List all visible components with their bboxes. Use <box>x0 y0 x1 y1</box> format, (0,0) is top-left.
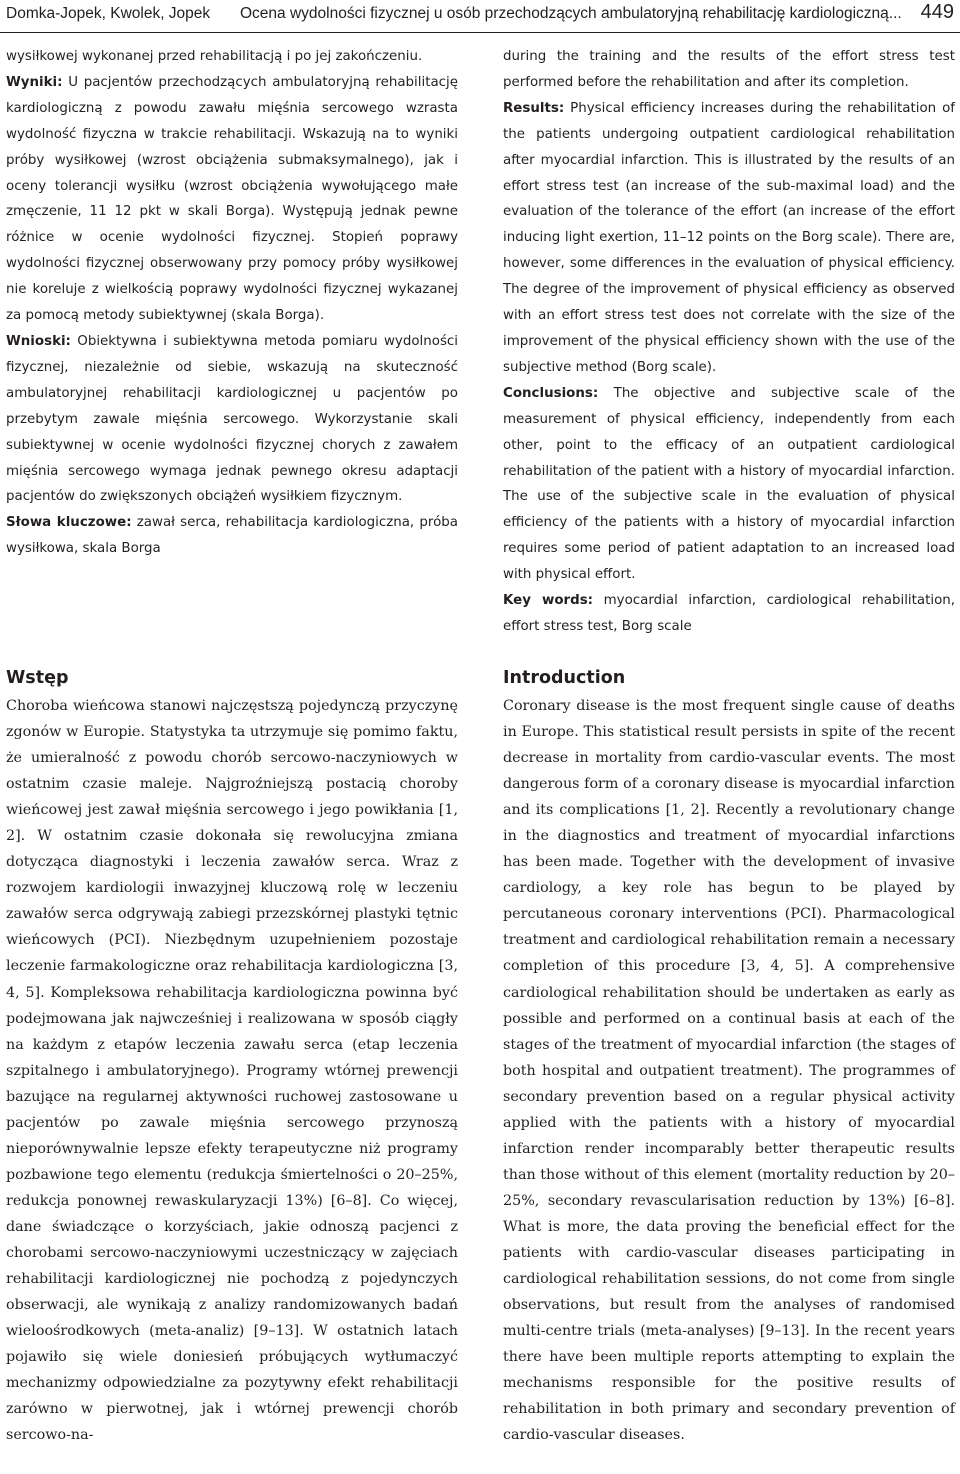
pl-conclusions-text: Obiektywna i subiektywna metoda pomiaru wydolności fizycznej, niezależnie od siebie, wskazują na skuteczność ambulatoryjnej rehabilitacji kardiologicznej u pacjentów po przebytym zawale mięśnia sercowego. Wykorzystanie skali subiektywnej w ocenie wydolności fizycznej chorych z zawałem mięśnia sercowego wymaga jednak pewnego okresu adaptacji pacjentów do zwiększonych obciążeń wysiłkiem fizycznym. <box>6 333 459 505</box>
pl-keywords-text: zawał serca, rehabilitacja kardiologiczna, próba wysiłkowa, skala Borga <box>6 515 458 557</box>
english-abstract <box>503 44 955 640</box>
pl-introduction-text: Choroba wieńcowa stanowi najczęstszą pojedynczą przyczynę zgonów w Europie. Statystyka ta utrzymuje się pomimo faktu, że umieralność z powodu chorób sercowo-naczyniowych w ostatnim czasie maleje. Najgroźniejszą postacią choroby wieńcowej jest zawał mięśnia sercowego i jego powikłania [1, 2]. W ostatnim czasie dokonała się rewolucyjna zmiana dotycząca diagnostyki i leczenia zawałów serca. Wraz z rozwojem kardiologii inwazyjnej kluczową rolę w leczeniu zawałów serca odgrywają zabiegi przezskórnej plastyki tętnic wieńcowych (PCI). Niezbędnym uzupełnieniem pozostaje leczenie farmakologiczne oraz rehabilitacja kardiologiczna [3, 4, 5]. Kompleksowa rehabilitacja kardiologiczna powinna być podejmowana jak najwcześniej i realizowana w sposób ciągły na każdym z etapów leczenia zawału serca (etap leczenia szpitalnego i ambulatoryjnego). Programy wtórnej prewencji bazujące na regularnej aktywności ruchowej zastosowane u pacjentów po zawale mięśnia sercowego przynoszą nieporównywalnie lepsze efekty terapeutyczne niż programy pozbawione tego elementu (redukcja śmiertelności o 20–25%, redukcja ponownej rewaskularyzacji 13%) [6–8]. Co więcej, dane świadczące o korzyściach, jakie odnoszą pacjenci z chorobami sercowo-naczyniowymi uczestniczący w zajęciach rehabilitacji kardiologicznej nie pochodzą z pojedynczych obserwacji, ale wynikają z analizy randomizowanych badań wieloośrodkowych (meta-analiz) [9–13]. W ostatnich latach pojawiło się wiele doniesień próbujących wytłumaczyć mechanizmy odpowiedzialne za pozytywny efekt rehabilitacji zarówno w pierwotnej, jak i wtórnej prewencji chorób sercowo-na- <box>6 698 458 1444</box>
section-heading-wstep: Wstęp <box>6 668 69 688</box>
english-introduction <box>503 666 955 1448</box>
pl-abstract-keywords <box>6 510 458 562</box>
en-abstract-conclusions <box>503 381 955 588</box>
pl-keywords-label: Słowa kluczowe: <box>6 515 132 531</box>
pl-results-text: U pacjentów przechodzących ambulatoryjną rehabilitację kardiologiczną z powodu zawału mięśnia sercowego wzrasta wydolność fizyczna w trakcie rehabilitacji. Wskazują na to wyniki próby wysiłkowej (wzrost obciążenia submaksymalnego), jak i oceny tolerancji wysiłku (wzrost obciążenia wywołującego małe zmęczenie, 11 12 pkt w skali Borga). Występują jednak pewne różnice w ocenie wydolności fizycznej. Stopień poprawy wydolności fizycznej obserwowany przy pomocy próby wysiłkowej nie koreluje z wielkością poprawy wydolności fizycznej wykazanej za pomocą metody subiektywnej (skala Borga). <box>6 74 458 324</box>
page-number: 449 <box>920 1 954 23</box>
section-heading-introduction: Introduction <box>503 668 626 688</box>
en-introduction-text: Coronary disease is the most frequent single cause of deaths in Europe. This statistical result persists in spite of the recent decrease in mortality from cardio-vascular events. The most dangerous form of a coronary disease is myocardial infarction and its complications [1, 2]. Recently a revolutionary change in the diagnostics and treatment of myocardial infarctions has been made. Together with the development of invasive cardiology, a key role has begun to be played by percutaneous coronary interventions (PCI). Pharmacological treatment and cardiological rehabilitation remain a necessary completion of this procedure [3, 4, 5]. A comprehensive cardiological rehabilitation should be undertaken as early as possible and performed on a continual basis at each of the stages of the treatment of myocardial infarction (the stages of both hospital and outpatient treatment). The programmes of secondary prevention based on a regular physical activity applied with the patients with a history of myocardial infarction render incomparably better therapeutic results than those without of this element (mortality reduction by 20–25%, secondary revascularisation reduction by 13%) [6–8]. What is more, the data proving the beneficial effect for the patients with cardio-vascular diseases participating in cardiological rehabilitation sessions, do not come from single observations, but result from the analyses of randomised multi-centre trials (meta-analyses) [9–13]. In the recent years there have been multiple reports attempting to explain the mechanisms responsible for the positive results of rehabilitation in both primary and secondary prevention of cardio-vascular diseases. <box>503 698 955 1444</box>
en-keywords-text: myocardial infarction, cardiological rehabilitation, effort stress test, Borg scale <box>503 593 956 634</box>
polish-introduction <box>6 666 458 1448</box>
polish-abstract <box>6 44 458 562</box>
en-results-label: Results: <box>503 100 565 116</box>
en-keywords-label: Key words: <box>503 593 594 609</box>
pl-abstract-results <box>6 70 458 329</box>
en-abstract-keywords <box>503 588 955 640</box>
running-header <box>0 0 960 33</box>
header-authors: Domka-Jopek, Kwolek, Jopek <box>6 5 211 22</box>
en-conclusions-text: The objective and subjective scale of the measurement of physical efficiency, independently from each other, point to the efficacy of an outpatient cardiological rehabilitation of the patient with a history of myocardial infarction. The use of the subjective scale in the evaluation of physical efficiency of the patients with a history of myocardial infarction requires some period of patient adaptation to an increased load with physical effort. <box>503 385 955 583</box>
pl-results-label: Wyniki: <box>6 74 63 90</box>
en-results-text: Physical efficiency increases during the rehabilitation of the patients undergoing outpatient cardiological rehabilitation after myocardial infarction. This is illustrated by the results of an effort stress test (an increase of the sub-maximal load) and the evaluation of the tolerance of the effort (an increase of the effort inducing light exertion, 11–12 points on the Borg scale). There are, however, some differences in the evaluation of physical efficiency. The degree of the improvement of physical efficiency as observed with an effort stress test does not correlate with the size of the improvement of the physical efficiency shown with the use of the subjective method (Borg scale). <box>503 100 955 375</box>
en-abstract-results <box>503 96 955 381</box>
en-abstract-methods-end: during the training and the results of the effort stress test performed before the rehabilitation and after its completion. <box>503 49 955 90</box>
en-conclusions-label: Conclusions: <box>503 385 599 401</box>
header-running-title: Ocena wydolności fizycznej u osób przechodzących ambulatoryjną rehabilitację kardiologiczną... <box>240 5 902 22</box>
pl-abstract-methods-end: wysiłkowej wykonanej przed rehabilitacją i po jej zakończeniu. <box>6 49 423 64</box>
pl-abstract-conclusions <box>6 329 458 510</box>
pl-conclusions-label: Wnioski: <box>6 333 71 349</box>
